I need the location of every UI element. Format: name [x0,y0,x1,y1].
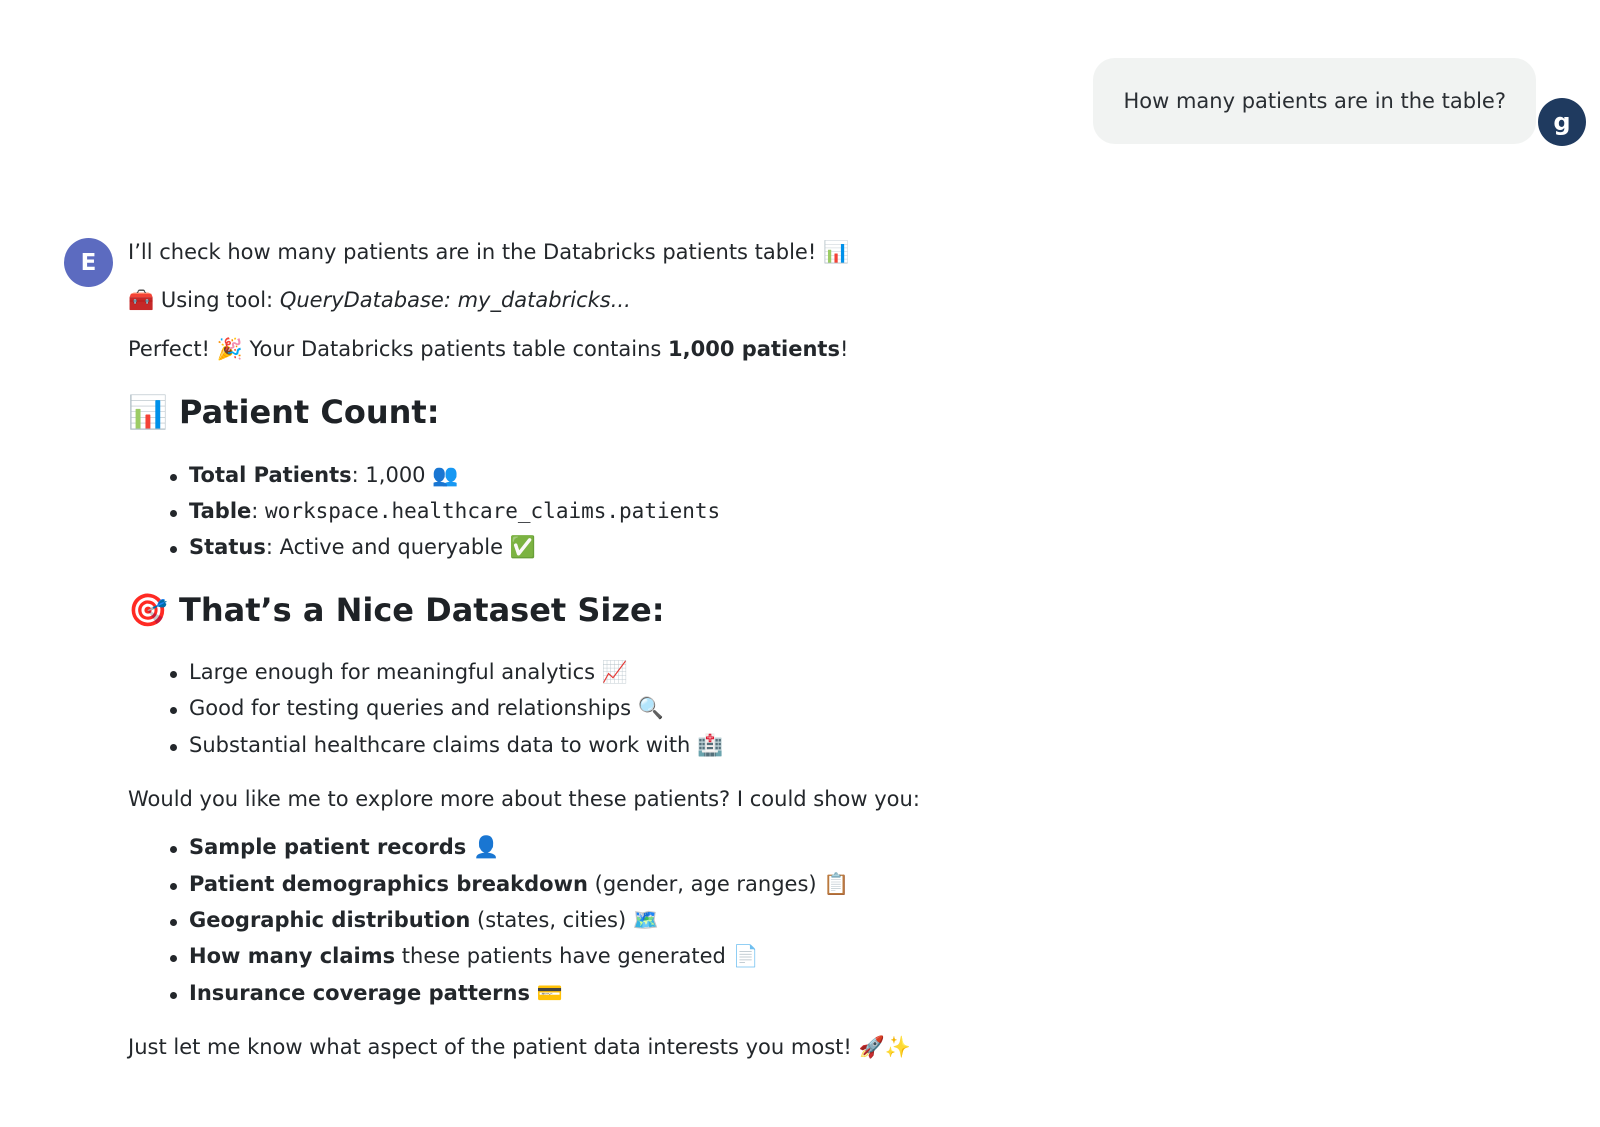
list-item: Substantial healthcare claims data to work with 🏥 [128,731,1028,759]
list-item [128,906,1028,934]
item-rest: 💳 [529,980,563,1005]
result-count: 1,000 patients [668,336,840,361]
tool-usage-prefix: 🧰 Using tool: [128,288,280,313]
item-label: Total Patients [189,462,352,487]
item-sep: : [251,498,266,523]
item-bold: Geographic distribution [189,908,471,933]
item-label: Status [189,535,266,560]
heading-dataset-size: 🎯 That’s a Nice Dataset Size: [128,590,665,629]
item-sep: : [265,535,280,560]
tool-usage-line [128,286,1028,315]
list-item [128,533,1028,561]
item-sep: : [351,462,366,487]
heading-patient-count: 📊 Patient Count: [128,393,440,432]
assistant-intro: I’ll check how many patients are in the Databricks patients table! 📊 [128,240,850,264]
list-item [128,833,1028,861]
item-rest: (states, cities) 🗺️ [470,908,660,933]
user-message-row [1093,58,1536,144]
item-rest: 👤 [466,835,500,860]
explore-prompt: Would you like me to explore more about these patients? I could show you: [128,787,920,812]
user-avatar-letter: g [1553,108,1571,136]
list-item: Large enough for meaningful analytics 📈 [128,658,1028,686]
item-rest: these patients have generated 📄 [395,944,759,969]
closing-line: Just let me know what aspect of the patient data interests you most! 🚀✨ [128,1035,911,1060]
explore-options-list [128,833,1028,1007]
list-item [128,497,1028,525]
result-line [128,335,1028,364]
item-value: 1,000 👥 [365,462,459,487]
list-item [128,942,1028,970]
assistant-avatar [64,238,113,287]
list-item [128,979,1028,1007]
item-rest: (gender, age ranges) 📋 [587,871,850,896]
result-prefix: Perfect! 🎉 Your Databricks patients table contains [128,336,669,361]
user-message-text: How many patients are in the table? [1123,89,1506,113]
assistant-message [128,238,1028,1082]
tool-name: QueryDatabase: my_databricks... [279,288,631,313]
item-bold: Sample patient records [189,835,467,860]
assistant-avatar-letter: E [80,249,97,276]
user-avatar[interactable] [1538,98,1586,146]
item-bold: How many claims [189,944,396,969]
list-item [128,870,1028,898]
user-message-bubble [1093,58,1536,144]
item-bold: Patient demographics breakdown [189,871,588,896]
list-item: Good for testing queries and relationships 🔍 [128,694,1028,722]
item-bold: Insurance coverage patterns [189,980,530,1005]
dataset-size-list [128,658,1028,759]
item-label: Table [189,498,252,523]
list-item [128,461,1028,489]
table-path-code: workspace.healthcare_claims.patients [265,498,721,523]
patient-count-list [128,461,1028,562]
result-suffix: ! [839,336,849,361]
item-value: Active and queryable ✅ [279,535,536,560]
